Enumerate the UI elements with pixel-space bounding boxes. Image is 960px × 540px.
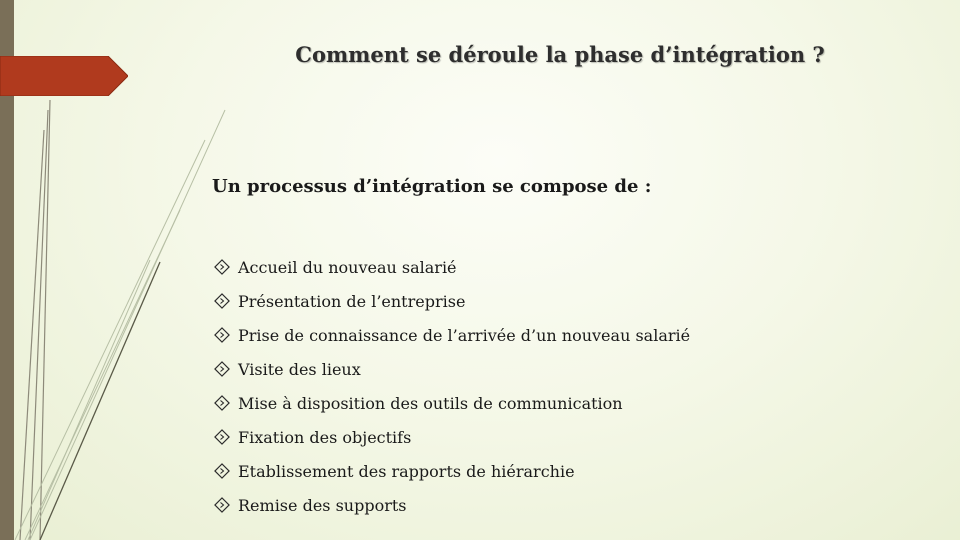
bullet-text: Fixation des objectifs [238, 427, 412, 447]
bullet-text: Visite des lieux [238, 359, 361, 379]
bullet-text: Remise des supports [238, 495, 407, 515]
diamond-arrow-icon [214, 361, 230, 377]
diamond-arrow-icon [214, 293, 230, 309]
diamond-arrow-icon [214, 327, 230, 343]
diamond-arrow-icon [214, 497, 230, 513]
list-item [214, 488, 690, 522]
intro-text: Un processus d’intégration se compose de : [212, 176, 652, 197]
list-item [214, 250, 690, 284]
list-item [214, 420, 690, 454]
slide-title: Comment se déroule la phase d’intégration ? [295, 42, 825, 67]
list-item [214, 284, 690, 318]
bullet-text: Prise de connaissance de l’arrivée d’un nouveau salarié [238, 325, 691, 345]
diamond-arrow-icon [214, 395, 230, 411]
list-item [214, 386, 690, 420]
bullet-list [214, 250, 690, 522]
bullet-text: Accueil du nouveau salarié [238, 257, 457, 277]
red-arrow-banner [0, 56, 128, 96]
list-item [214, 318, 690, 352]
diamond-arrow-icon [214, 259, 230, 275]
diamond-arrow-icon [214, 463, 230, 479]
diamond-arrow-icon [214, 429, 230, 445]
bullet-text: Présentation de l’entreprise [238, 291, 466, 311]
bullet-text: Mise à disposition des outils de communication [238, 393, 623, 413]
bullet-text: Etablissement des rapports de hiérarchie [238, 461, 575, 481]
list-item [214, 352, 690, 386]
list-item [214, 454, 690, 488]
